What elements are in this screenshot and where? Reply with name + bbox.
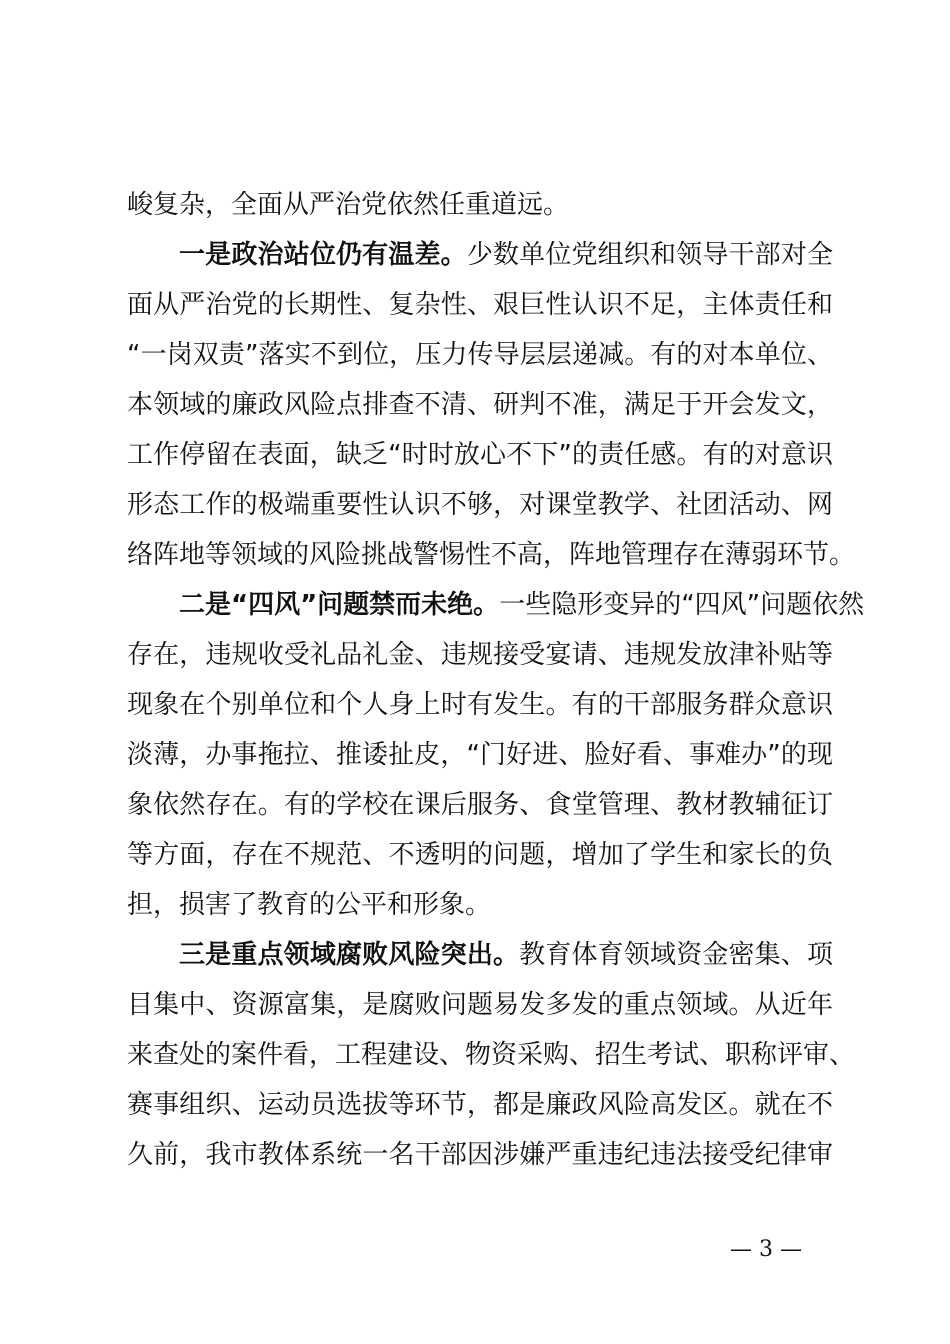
text-line: 工作停留在表面，缺乏“时时放心不下”的责任感。有的对意识 bbox=[127, 440, 833, 470]
text-line: 担，损害了教育的公平和形象。 bbox=[127, 890, 492, 920]
text-line: 存在，违规收受礼品礼金、违规接受宴请、违规发放津补贴等 bbox=[127, 640, 833, 670]
text-line: 峻复杂，全面从严治党依然任重道远。 bbox=[127, 190, 570, 220]
text-line: 赛事组织、运动员选拔等环节，都是廉政风险高发区。就在不 bbox=[127, 1090, 833, 1120]
text-line: 象依然存在。有的学校在课后服务、食堂管理、教材教辅征订 bbox=[127, 790, 833, 820]
text-line: 目集中、资源富集，是腐败问题易发多发的重点领域。从近年 bbox=[127, 990, 833, 1020]
text-line: 来查处的案件看，工程建设、物资采购、招生考试、职称评审、 bbox=[127, 1040, 856, 1070]
paragraph-3-heading: 三是重点领域腐败风险突出。 bbox=[179, 940, 520, 970]
paragraph-1-first-line-text: 少数单位党组织和领导干部对全 bbox=[466, 240, 833, 270]
text-line: 淡薄，办事拖拉、推诿扯皮，“门好进、脸好看、事难办”的现 bbox=[127, 740, 833, 770]
paragraph-3-first-line-text: 教育体育领域资金密集、项 bbox=[519, 940, 833, 970]
page-number: — 3 — bbox=[730, 1237, 802, 1262]
paragraph-1-heading: 一是政治站位仍有温差。 bbox=[179, 240, 467, 270]
paragraph-2-first-line-text: 一些隐形变异的“四风”问题依然 bbox=[499, 590, 865, 620]
text-line: 络阵地等领域的风险挑战警惕性不高，阵地管理存在薄弱环节。 bbox=[127, 540, 856, 570]
paragraph-2-first-line bbox=[179, 589, 865, 621]
paragraph-2-heading: 二是“四风”问题禁而未绝。 bbox=[179, 590, 500, 620]
text-line: 现象在个别单位和个人身上时有发生。有的干部服务群众意识 bbox=[127, 690, 833, 720]
text-line: 久前，我市教体系统一名干部因涉嫌严重违纪违法接受纪律审 bbox=[127, 1140, 833, 1170]
text-line: 等方面，存在不规范、不透明的问题，增加了学生和家长的负 bbox=[127, 840, 833, 870]
text-line: 本领域的廉政风险点排查不清、研判不准，满足于开会发文， bbox=[127, 390, 833, 420]
paragraph-3-first-line bbox=[179, 939, 833, 971]
text-line: 形态工作的极端重要性认识不够，对课堂教学、社团活动、网 bbox=[127, 490, 833, 520]
paragraph-1-first-line bbox=[179, 239, 833, 271]
text-line: “一岗双责”落实不到位，压力传导层层递减。有的对本单位、 bbox=[127, 340, 833, 370]
text-line: 面从严治党的长期性、复杂性、艰巨性认识不足，主体责任和 bbox=[127, 290, 833, 320]
